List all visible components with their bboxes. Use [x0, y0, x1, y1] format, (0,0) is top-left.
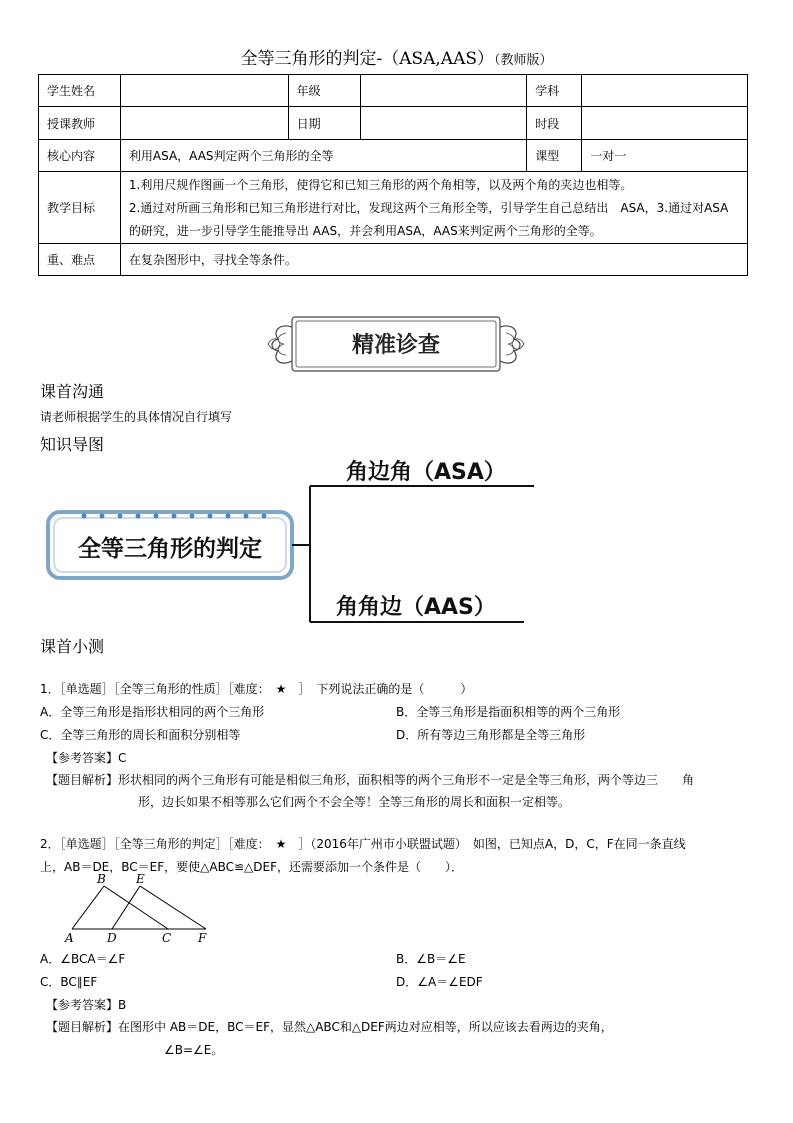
section-map-title: 知识导图: [40, 435, 105, 454]
value-lesson-type: 一对一: [582, 140, 748, 172]
section-banner: [262, 313, 530, 375]
fig-label-f: F: [198, 931, 207, 945]
q2-analysis-line-2: ∠B=∠E。: [164, 1043, 224, 1057]
fig-label-a: A: [65, 931, 74, 945]
value-student-name: [120, 75, 288, 107]
q1-analysis-line-1: 形状相同的两个三角形有可能是相似三角形，面积相等的两个三角形不一定是全等三角形，两个等边三 角: [118, 773, 695, 787]
label-goal: 教学目标: [39, 172, 121, 244]
page-title: [0, 44, 793, 69]
q2-stem-line-2: 上，AB＝DE，BC＝EF，要使△ABC≌△DEF，还需要添加一个条件是（ ）．: [40, 860, 463, 874]
label-student-name: 学生姓名: [39, 75, 121, 107]
q1-analysis-label: 【题目解析】: [46, 773, 119, 787]
mindmap-branch-aas: 角角边（AAS）: [336, 595, 496, 620]
q1-analysis-line-2: 形，边长如果不相等那么它们两个不会全等！全等三角形的周长和面积一定相等。: [138, 795, 571, 809]
value-date: [360, 107, 527, 140]
q1-answer-value: C: [118, 751, 127, 765]
goal-line-1: 1.利用尺规作图画一个三角形，使得它和已知三角形的两个角相等，以及两个角的夹边也相等。: [128, 178, 633, 192]
section-quiz-title: 课首小测: [40, 637, 105, 656]
q1-stem: 1．［单选题］［全等三角形的性质］［难度： ★ ］ 下列说法正确的是（ ）: [40, 682, 473, 696]
label-period: 时段: [527, 107, 582, 140]
label-core: 核心内容: [39, 140, 121, 172]
q1-option-a: A．全等三角形是指形状相同的两个三角形: [40, 705, 265, 719]
label-key-points: 重、难点: [39, 244, 121, 276]
banner-text: 精准诊查: [351, 332, 441, 358]
mindmap-branch-asa: 角边角（ASA）: [346, 460, 506, 485]
q2-triangle-figure: [60, 872, 220, 948]
title-suffix: （教师版）: [494, 53, 553, 68]
q1-analysis: [46, 771, 694, 788]
fig-label-d: D: [107, 931, 117, 945]
goal-line-2: 2.通过对所画三角形和已知三角形进行对比，发现这两个三角形全等，引导学生自己总结出 ASA，3.通过对ASA的研究，进一步引导学生能推导出 AAS，并会利用ASA，AAS来判定两个三角形的全等。: [128, 201, 729, 238]
q2-analysis: [46, 1018, 613, 1035]
q1-answer: [46, 749, 126, 766]
fig-label-c: C: [162, 931, 172, 945]
q2-stem-line-1: 2．［单选题］［全等三角形的判定］［难度： ★ ］（2016年广州市小联盟试题） 如图，已知点A，D，C，F在同一条直线: [40, 837, 686, 851]
value-period: [582, 107, 748, 140]
title-main: 全等三角形的判定-（ASA,AAS）: [240, 49, 495, 69]
fig-label-b: B: [97, 872, 106, 886]
label-subject: 学科: [527, 75, 582, 107]
q1-answer-label: 【参考答案】: [46, 751, 119, 765]
fig-label-e: E: [136, 872, 145, 886]
q1-option-c: C．全等三角形的周长和面积分别相等: [40, 728, 241, 742]
label-teacher: 授课教师: [39, 107, 121, 140]
q2-analysis-label: 【题目解析】: [46, 1020, 119, 1034]
value-core: 利用ASA，AAS判定两个三角形的全等: [120, 140, 526, 172]
q2-option-c: C．BC∥EF: [40, 975, 98, 989]
q2-option-b: B．∠B＝∠E: [396, 952, 466, 966]
value-key-points: 在复杂图形中，寻找全等条件。: [120, 244, 747, 276]
label-lesson-type: 课型: [527, 140, 582, 172]
q2-answer: [46, 996, 126, 1013]
q1-option-b: B．全等三角形是指面积相等的两个三角形: [396, 705, 621, 719]
q2-answer-label: 【参考答案】: [46, 998, 119, 1012]
mindmap-center-text: 全等三角形的判定: [78, 536, 262, 562]
value-grade: [360, 75, 527, 107]
section-intro-text: 请老师根据学生的具体情况自行填写: [40, 410, 233, 424]
q1-option-d: D．所有等边三角形都是全等三角形: [396, 728, 586, 742]
info-table: [38, 74, 748, 276]
label-grade: 年级: [288, 75, 360, 107]
value-subject: [582, 75, 748, 107]
label-date: 日期: [288, 107, 360, 140]
q2-option-a: A．∠BCA＝∠F: [40, 952, 126, 966]
knowledge-mindmap: [40, 452, 540, 632]
section-intro-title: 课首沟通: [40, 382, 105, 401]
value-goal: [120, 172, 747, 244]
q2-analysis-line-1: 在图形中 AB＝DE，BC＝EF，显然△ABC和△DEF两边对应相等，所以应该去看两边的夹角，: [118, 1020, 613, 1034]
q2-answer-value: B: [118, 998, 127, 1012]
q2-option-d: D．∠A＝∠EDF: [396, 975, 483, 989]
value-teacher: [120, 107, 288, 140]
